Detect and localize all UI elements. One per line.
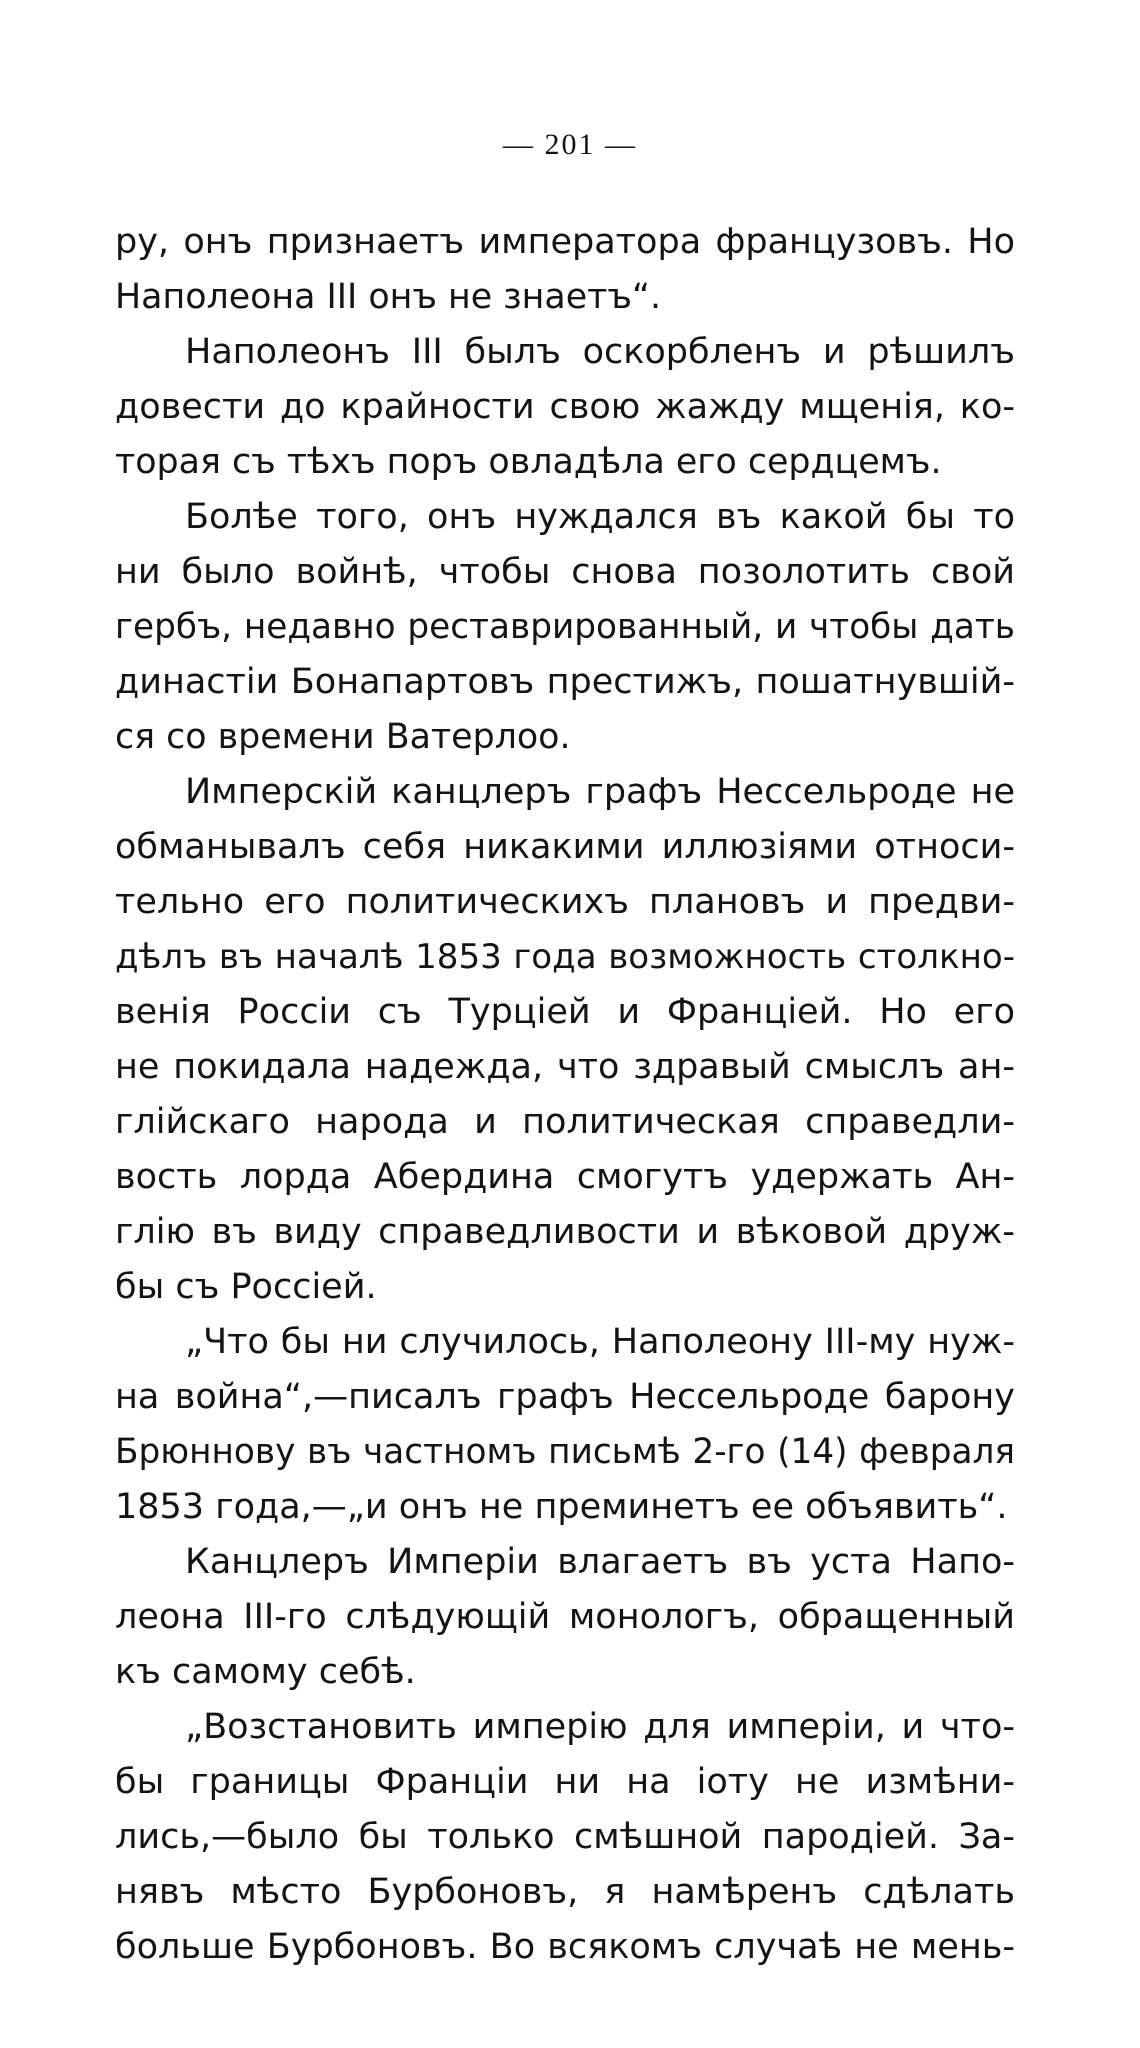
text-line: Брюннову въ частномъ письмѣ 2-го (14) февраля bbox=[115, 1432, 1015, 1472]
page-number: — 201 — bbox=[503, 128, 637, 161]
text-line: обманывалъ себя никакими иллюзіями относи- bbox=[115, 827, 1015, 867]
text-line: вость лорда Абердина смогутъ удержать Ан- bbox=[115, 1157, 1015, 1197]
text-line: 1853 года,—„и онъ не преминетъ ее объявить“. bbox=[115, 1487, 1008, 1527]
text-line: Имперскій канцлеръ графъ Нессельроде не bbox=[185, 772, 1015, 812]
text-line: тельно его политическихъ плановъ и предви- bbox=[115, 882, 1015, 922]
text-line: ся со времени Ватерлоо. bbox=[115, 717, 571, 757]
text-line: Наполеона III онъ не знаетъ“. bbox=[115, 277, 662, 317]
text-line: нявъ мѣсто Бурбоновъ, я намѣренъ сдѣлать bbox=[115, 1872, 1015, 1912]
text-line: Канцлеръ Имперіи влагаетъ въ уста Напо- bbox=[185, 1542, 1015, 1582]
text-line: глійскаго народа и политическая справедли- bbox=[115, 1102, 1015, 1142]
text-line: леона III-го слѣдующій монологъ, обращенный bbox=[115, 1597, 1015, 1637]
text-line: торая съ тѣхъ поръ овладѣла его сердцемъ. bbox=[115, 442, 942, 482]
text-line: бы границы Франціи ни на іоту не измѣни- bbox=[115, 1762, 1015, 1802]
text-line: довести до крайности свою жажду мщенія, ко- bbox=[115, 387, 1015, 427]
text-line: „Что бы ни случилось, Наполеону III-му нуж- bbox=[185, 1322, 1015, 1362]
text-line: венія Россіи съ Турціей и Франціей. Но его bbox=[115, 992, 1015, 1032]
text-line: дѣлъ въ началѣ 1853 года возможность столкно- bbox=[115, 937, 1015, 977]
text-line: династіи Бонапартовъ престижъ, пошатнувшій- bbox=[115, 662, 1015, 702]
text-line: „Возстановить имперію для имперіи, и что- bbox=[185, 1707, 1015, 1747]
text-line: бы съ Россіей. bbox=[115, 1267, 377, 1307]
text-line: не покидала надежда, что здравый смыслъ ан- bbox=[115, 1047, 1015, 1087]
text-line: гербъ, недавно реставрированный, и чтобы дать bbox=[115, 607, 1015, 647]
text-line: ру, онъ признаетъ императора французовъ. Но bbox=[115, 222, 1015, 262]
text-line: къ самому себѣ. bbox=[115, 1652, 416, 1692]
text-line: на война“,—писалъ графъ Нессельроде барону bbox=[115, 1377, 1015, 1417]
text-line: Болѣе того, онъ нуждался въ какой бы то bbox=[185, 497, 1015, 537]
text-line: Наполеонъ III былъ оскорбленъ и рѣшилъ bbox=[185, 332, 1015, 372]
text-line: лись,—было бы только смѣшной пародіей. За- bbox=[115, 1817, 1015, 1857]
text-line: глію въ виду справедливости и вѣковой друж- bbox=[115, 1212, 1015, 1252]
text-line: больше Бурбоновъ. Во всякомъ случаѣ не мень- bbox=[115, 1927, 1015, 1967]
text-line: ни было войнѣ, чтобы снова позолотить свой bbox=[115, 552, 1015, 592]
